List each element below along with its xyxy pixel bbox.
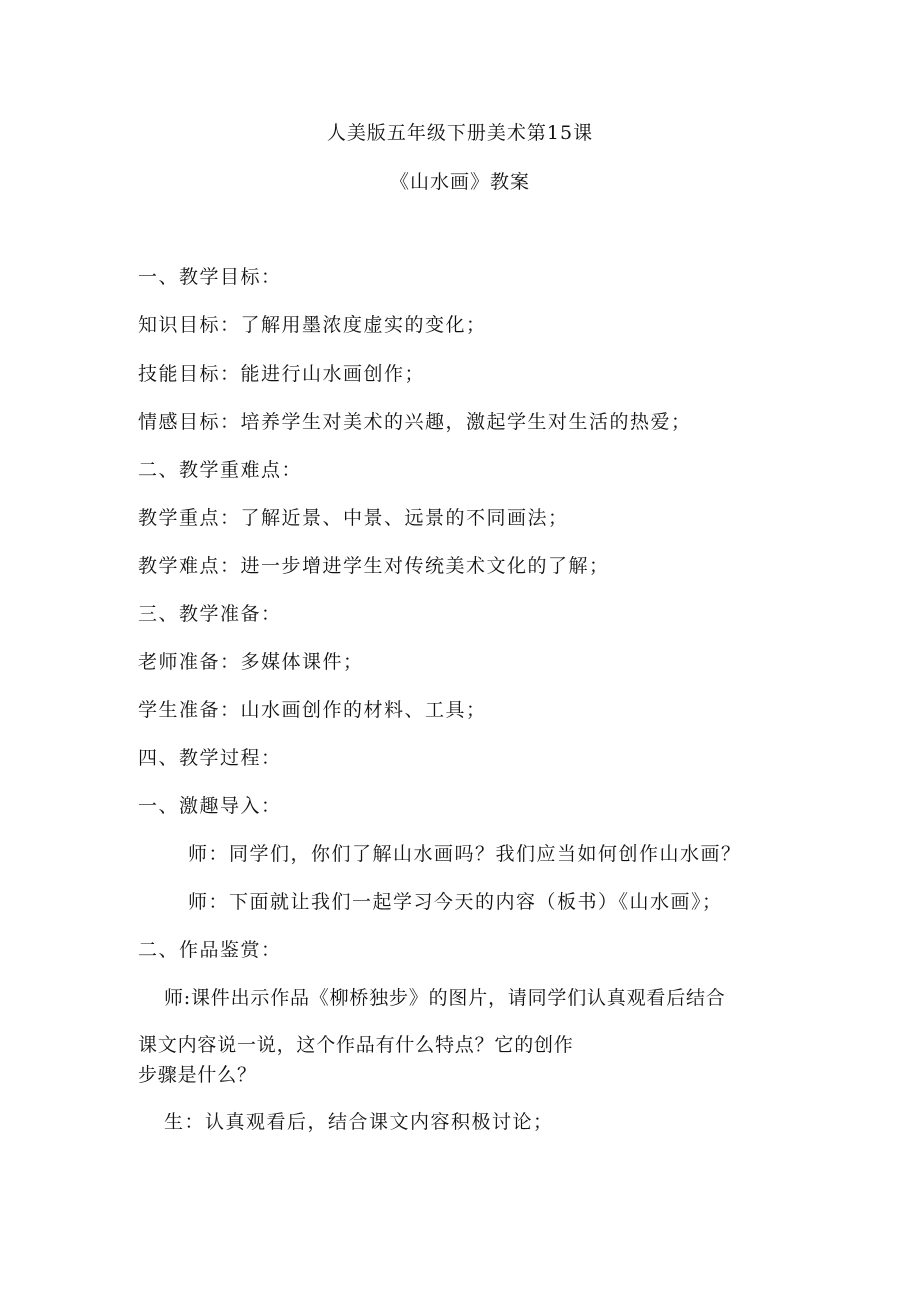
paragraph-knowledge-goal: 知识目标：了解用墨浓度虚实的变化； xyxy=(138,314,487,336)
paragraph-teacher-slide: 师:课件出示作品《柳桥独步》的图片，请同学们认真观看后结合 xyxy=(164,987,726,1009)
paragraph-teacher-preparation: 老师准备：多媒体课件； xyxy=(138,651,364,673)
subsection-heading-appreciation: 二、作品鉴赏： xyxy=(138,939,282,961)
paragraph-student-discussion: 生：认真观看后，结合课文内容积极讨论； xyxy=(164,1111,554,1133)
document-subtitle: 《山水画》教案 xyxy=(389,171,530,193)
paragraph-teacher-intro: 师：下面就让我们一起学习今天的内容（板书）《山水画》； xyxy=(188,891,723,913)
paragraph-emotion-goal: 情感目标：培养学生对美术的兴趣，激起学生对生活的热爱； xyxy=(138,411,692,433)
paragraph-student-preparation: 学生准备：山水画创作的材料、工具； xyxy=(138,699,487,721)
section-heading-objectives: 一、教学目标： xyxy=(138,266,282,288)
section-heading-key-points: 二、教学重难点： xyxy=(138,459,303,481)
paragraph-skill-goal: 技能目标：能进行山水画创作； xyxy=(138,363,426,385)
section-heading-process: 四、教学过程： xyxy=(138,747,282,769)
paragraph-teaching-difficulty: 教学难点：进一步增进学生对传统美术文化的了解； xyxy=(138,555,610,577)
paragraph-teaching-focus: 教学重点：了解近景、中景、远景的不同画法； xyxy=(138,507,569,529)
subsection-heading-intro: 一、激趣导入： xyxy=(138,795,282,817)
section-heading-preparation: 三、教学准备： xyxy=(138,603,282,625)
document-title: 人美版五年级下册美术第15课 xyxy=(326,122,594,144)
paragraph-teacher-slide-cont: 课文内容说一说，这个作品有什么特点？它的创作 xyxy=(138,1034,574,1056)
paragraph-teacher-question: 师：同学们，你们了解山水画吗？我们应当如何创作山水画？ xyxy=(188,843,742,865)
paragraph-teacher-slide-end: 步骤是什么？ xyxy=(138,1064,257,1086)
